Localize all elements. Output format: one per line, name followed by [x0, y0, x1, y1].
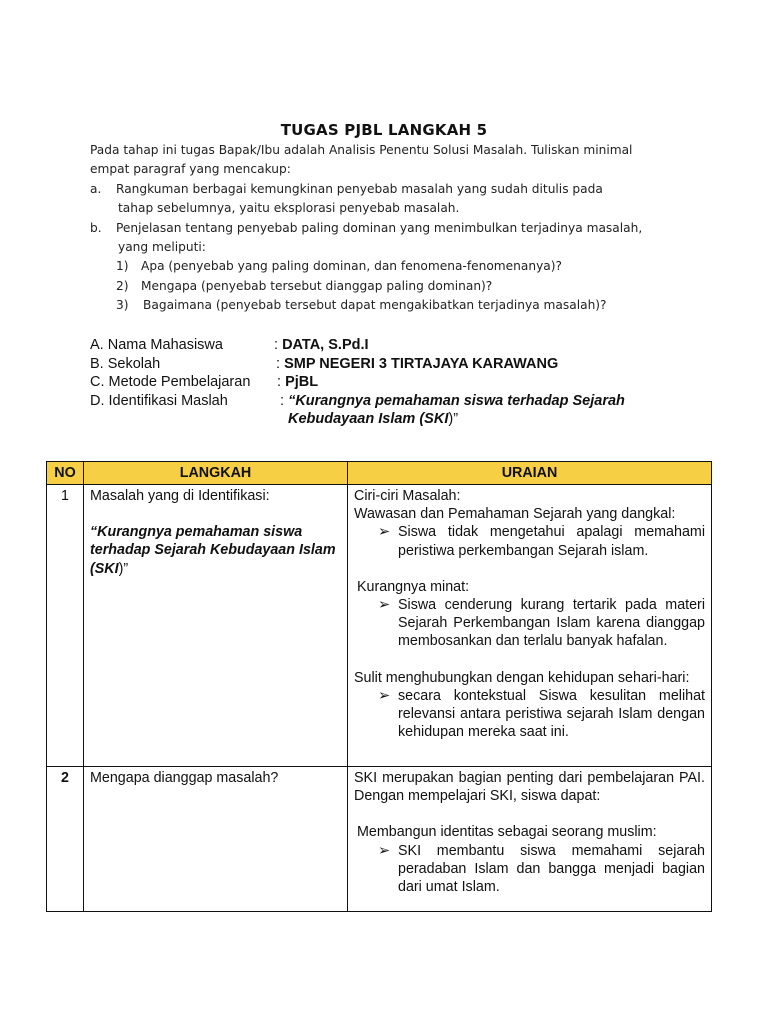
column-header-langkah: LANGKAH	[84, 462, 348, 485]
list-item-a-continued	[90, 199, 690, 218]
arrow-bullet-icon: ➢	[378, 842, 390, 859]
arrow-bullet-icon: ➢	[378, 524, 390, 541]
sub-item-2	[90, 277, 690, 296]
bullet-text: SKI membantu siswa memahami sejarah peradaban Islam dan bangga menjadi bagian dari umat Islam.	[398, 842, 705, 896]
instructions	[90, 141, 690, 316]
uraian-intro: SKI merupakan bagian penting dari pembelajaran PAI. Dengan mempelajari SKI, siswa dapat:	[354, 770, 705, 805]
list-item-text: Rangkuman berbagai kemungkinan penyebab masalah yang sudah ditulis pada	[116, 181, 603, 196]
identity-value: DATA, S.Pd.I	[282, 337, 369, 353]
bullet-text: secara kontekstual Siswa kesulitan melihat relevansi antara peristiwa sejarah Islam dengan kehidupan mereka saat ini.	[398, 687, 705, 741]
sub-marker: 3)	[116, 298, 129, 313]
bullet-text: Siswa tidak mengetahui apalagi memahami peristiwa perkembangan Sejarah islam.	[398, 524, 705, 559]
section-title: Kurangnya minat:	[357, 578, 470, 595]
uraian-cell	[348, 485, 712, 767]
section-title: Sulit menghubungkan dengan kehidupan sehari-hari:	[354, 669, 690, 686]
list-item-text: tahap sebelumnya, yaitu eksplorasi penyebab masalah.	[118, 201, 460, 216]
identity-colon: :	[280, 392, 285, 409]
intro-paragraph-line: Pada tahap ini tugas Bapak/Ibu adalah Analisis Penentu Solusi Masalah. Tuliskan minimal	[90, 143, 633, 157]
sub-marker: 1)	[116, 259, 129, 274]
identity-row-nama	[90, 336, 710, 355]
bullet-text: Siswa cenderung kurang tertarik pada materi Sejarah Perkembangan Islam karena dianggap membosankan dan terlalu banyak hafalan.	[398, 597, 705, 650]
langkah-cell	[84, 485, 348, 767]
bullet-item	[354, 596, 705, 651]
identity-value-continued: Kebudayaan Islam (SKI	[288, 411, 449, 427]
list-item-text: yang meliputi:	[118, 239, 206, 254]
bullet-item	[354, 687, 705, 742]
uraian-heading: Ciri-ciri Masalah:	[354, 488, 461, 504]
list-marker: a.	[90, 181, 102, 196]
list-item-text: Penjelasan tentang penyebab paling dominan yang menimbulkan terjadinya masalah,	[116, 220, 643, 235]
identity-colon: :	[276, 355, 281, 372]
langkah-label: Mengapa dianggap masalah?	[90, 770, 279, 786]
page-title: TUGAS PJBL LANGKAH 5	[280, 121, 488, 139]
identity-colon: :	[274, 337, 279, 353]
sub-item-3	[90, 296, 690, 315]
sub-item-text: Bagaimana (penyebab tersebut dapat mengakibatkan terjadinya masalah)?	[143, 298, 607, 313]
identity-colon: :	[277, 374, 282, 390]
section-title: Membangun identitas sebagai seorang muslim:	[357, 824, 657, 841]
row-number: 2	[47, 767, 84, 912]
identity-value: “Kurangnya pemahaman siswa terhadap Sejarah	[288, 392, 625, 409]
sub-item-1	[90, 257, 690, 276]
identity-value: PjBL	[285, 374, 319, 390]
identity-label: C. Metode Pembelajaran	[90, 374, 251, 390]
sub-item-text: Mengapa (penyebab tersebut dianggap paling dominan)?	[141, 278, 493, 293]
table-row	[47, 485, 712, 767]
identity-value-close: )”	[448, 411, 459, 427]
arrow-bullet-icon: ➢	[378, 597, 390, 614]
sub-marker: 2)	[116, 278, 129, 293]
langkah-quote-close: )”	[118, 560, 129, 577]
identity-label: A. Nama Mahasiswa	[90, 337, 223, 353]
table-row	[47, 767, 712, 912]
column-header-no: NO	[47, 462, 84, 485]
langkah-cell	[84, 767, 348, 912]
analysis-table	[46, 461, 712, 912]
intro-paragraph-line: empat paragraf yang mencakup:	[90, 162, 291, 177]
identity-row-identifikasi	[90, 392, 710, 411]
bullet-item	[354, 523, 705, 559]
section-title: Wawasan dan Pemahaman Sejarah yang dangkal:	[354, 506, 676, 523]
identity-row-metode	[90, 373, 710, 392]
identity-value: SMP NEGERI 3 TIRTAJAYA KARAWANG	[284, 355, 559, 372]
identity-row-sekolah	[90, 355, 710, 374]
column-header-uraian: URAIAN	[348, 462, 712, 485]
list-item-a	[90, 180, 690, 199]
list-item-b-continued	[90, 238, 690, 257]
identity-block	[90, 336, 710, 429]
uraian-cell	[348, 767, 712, 912]
table-header-row	[47, 462, 712, 485]
sub-item-text: Apa (penyebab yang paling dominan, dan fenomena-fenomenanya)?	[141, 259, 562, 274]
langkah-quote: “Kurangnya pemahaman siswa terhadap Sejarah Kebudayaan Islam (SKI	[90, 524, 336, 577]
list-item-b	[90, 219, 690, 238]
list-marker: b.	[90, 220, 102, 235]
langkah-label: Masalah yang di Identifikasi:	[90, 488, 270, 504]
row-number: 1	[47, 485, 84, 767]
identity-label: B. Sekolah	[90, 355, 161, 372]
identity-row-identifikasi-continued	[90, 410, 710, 429]
arrow-bullet-icon: ➢	[378, 687, 390, 704]
identity-label: D. Identifikasi Maslah	[90, 392, 228, 409]
bullet-item	[354, 842, 705, 897]
